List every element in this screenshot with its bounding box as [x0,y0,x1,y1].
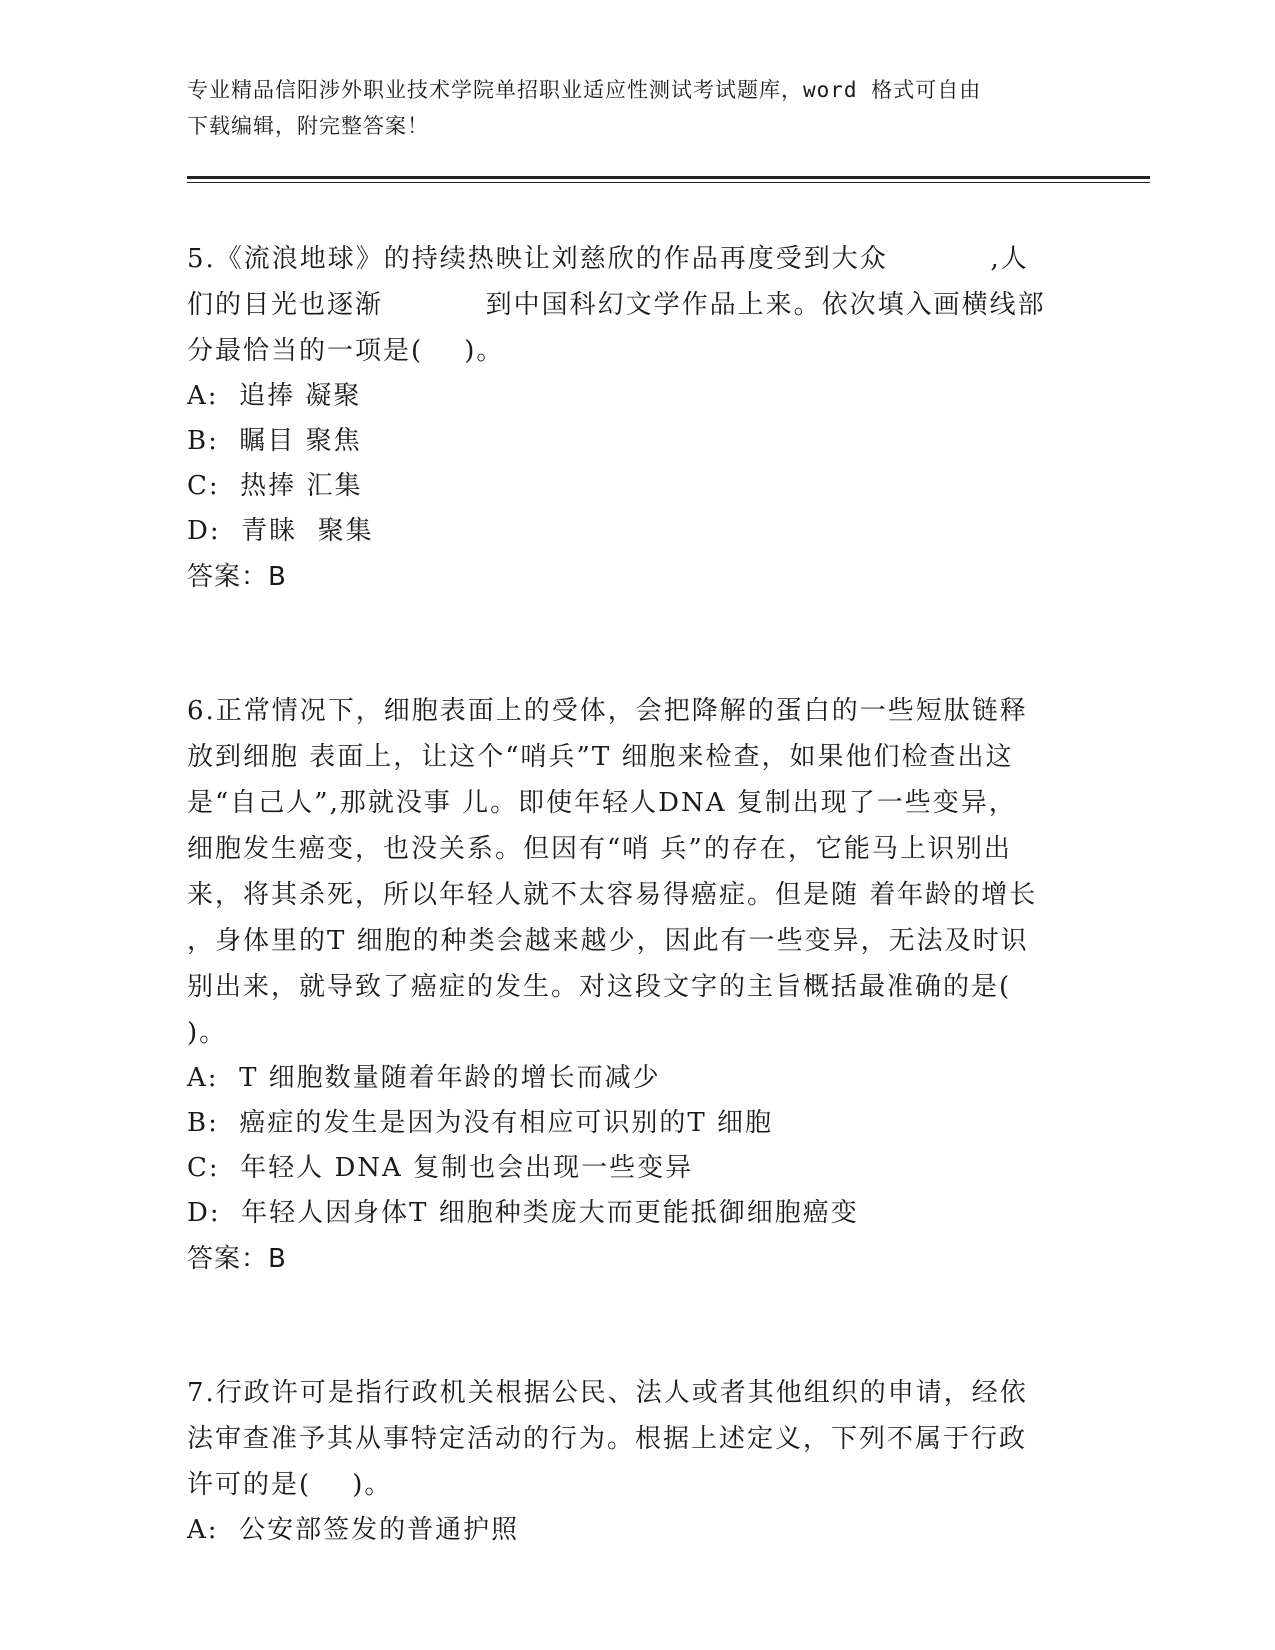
question-text-line: 许可的是( )。 [187,1470,393,1500]
question-text-line: 分最恰当的一项是( )。 [187,336,505,366]
option-b: B: 癌症的发生是因为没有相应可识别的T 细胞 [187,1108,774,1138]
question-list [187,236,1087,1553]
option-d: D: 年轻人因身体T 细胞种类庞大而更能抵御细胞癌变 [187,1198,859,1228]
header-divider [187,176,1150,179]
question-text-line: 法审查准予其从事特定活动的行为。根据上述定义，下列不属于行政 [187,1424,1028,1454]
option-a: A: 公安部签发的普通护照 [187,1515,520,1545]
option-a: A: T 细胞数量随着年龄的增长而减少 [187,1063,661,1093]
question-text-line: 细胞发生癌变，也没关系。但因有“哨 兵”的存在，它能马上识别出 [187,834,1012,864]
question-text-line: 5.《流浪地球》的持续热映让刘慈欣的作品再度受到大众 ,人 [187,244,1029,274]
option-c: C: 热捧 汇集 [187,471,363,501]
question-text-line: 7.行政许可是指行政机关根据公民、法人或者其他组织的申请，经依 [187,1378,1028,1408]
option-a: A: 追捧 凝聚 [187,381,362,411]
question-text-line: 们的目光也逐渐 到中国科幻文学作品上来。依次填入画横线部 [187,290,1046,320]
question-text-line: 6.正常情况下，细胞表面上的受体，会把降解的蛋白的一些短肽链释 [187,696,1028,726]
question-7 [187,1370,1087,1553]
question-text-line: 是“自己人”,那就没事 儿。即使年轻人DNA 复制出现了一些变异， [187,788,1017,818]
header-line: 专业精品信阳涉外职业技术学院单招职业适应性测试考试题库，word 格式可自由 [187,78,982,102]
question-spacer [187,600,1087,688]
question-6 [187,688,1087,1282]
header-line: 下载编辑，附完整答案！ [187,114,429,138]
question-text-line: 别出来，就导致了癌症的发生。对这段文字的主旨概括最准确的是( [187,972,1012,1002]
answer-label: 答案：B [187,562,287,592]
option-d: D: 青睐 聚集 [187,516,374,546]
question-5 [187,236,1087,600]
header-divider-thin [187,182,1150,183]
question-spacer [187,1282,1087,1370]
question-text-line: )。 [187,1018,228,1048]
question-text-line: ，身体里的T 细胞的种类会越来越少，因此有一些变异，无法及时识 [187,926,1029,956]
question-text-line: 来，将其杀死，所以年轻人就不太容易得癌症。但是随 着年龄的增长 [187,880,1038,910]
option-c: C: 年轻人 DNA 复制也会出现一些变异 [187,1153,694,1183]
question-text-line: 放到细胞 表面上，让这个“哨兵”T 细胞来检查，如果他们检查出这 [187,742,1014,772]
document-header [187,72,1087,144]
option-b: B: 瞩目 聚焦 [187,426,362,456]
answer-label: 答案：B [187,1244,287,1274]
